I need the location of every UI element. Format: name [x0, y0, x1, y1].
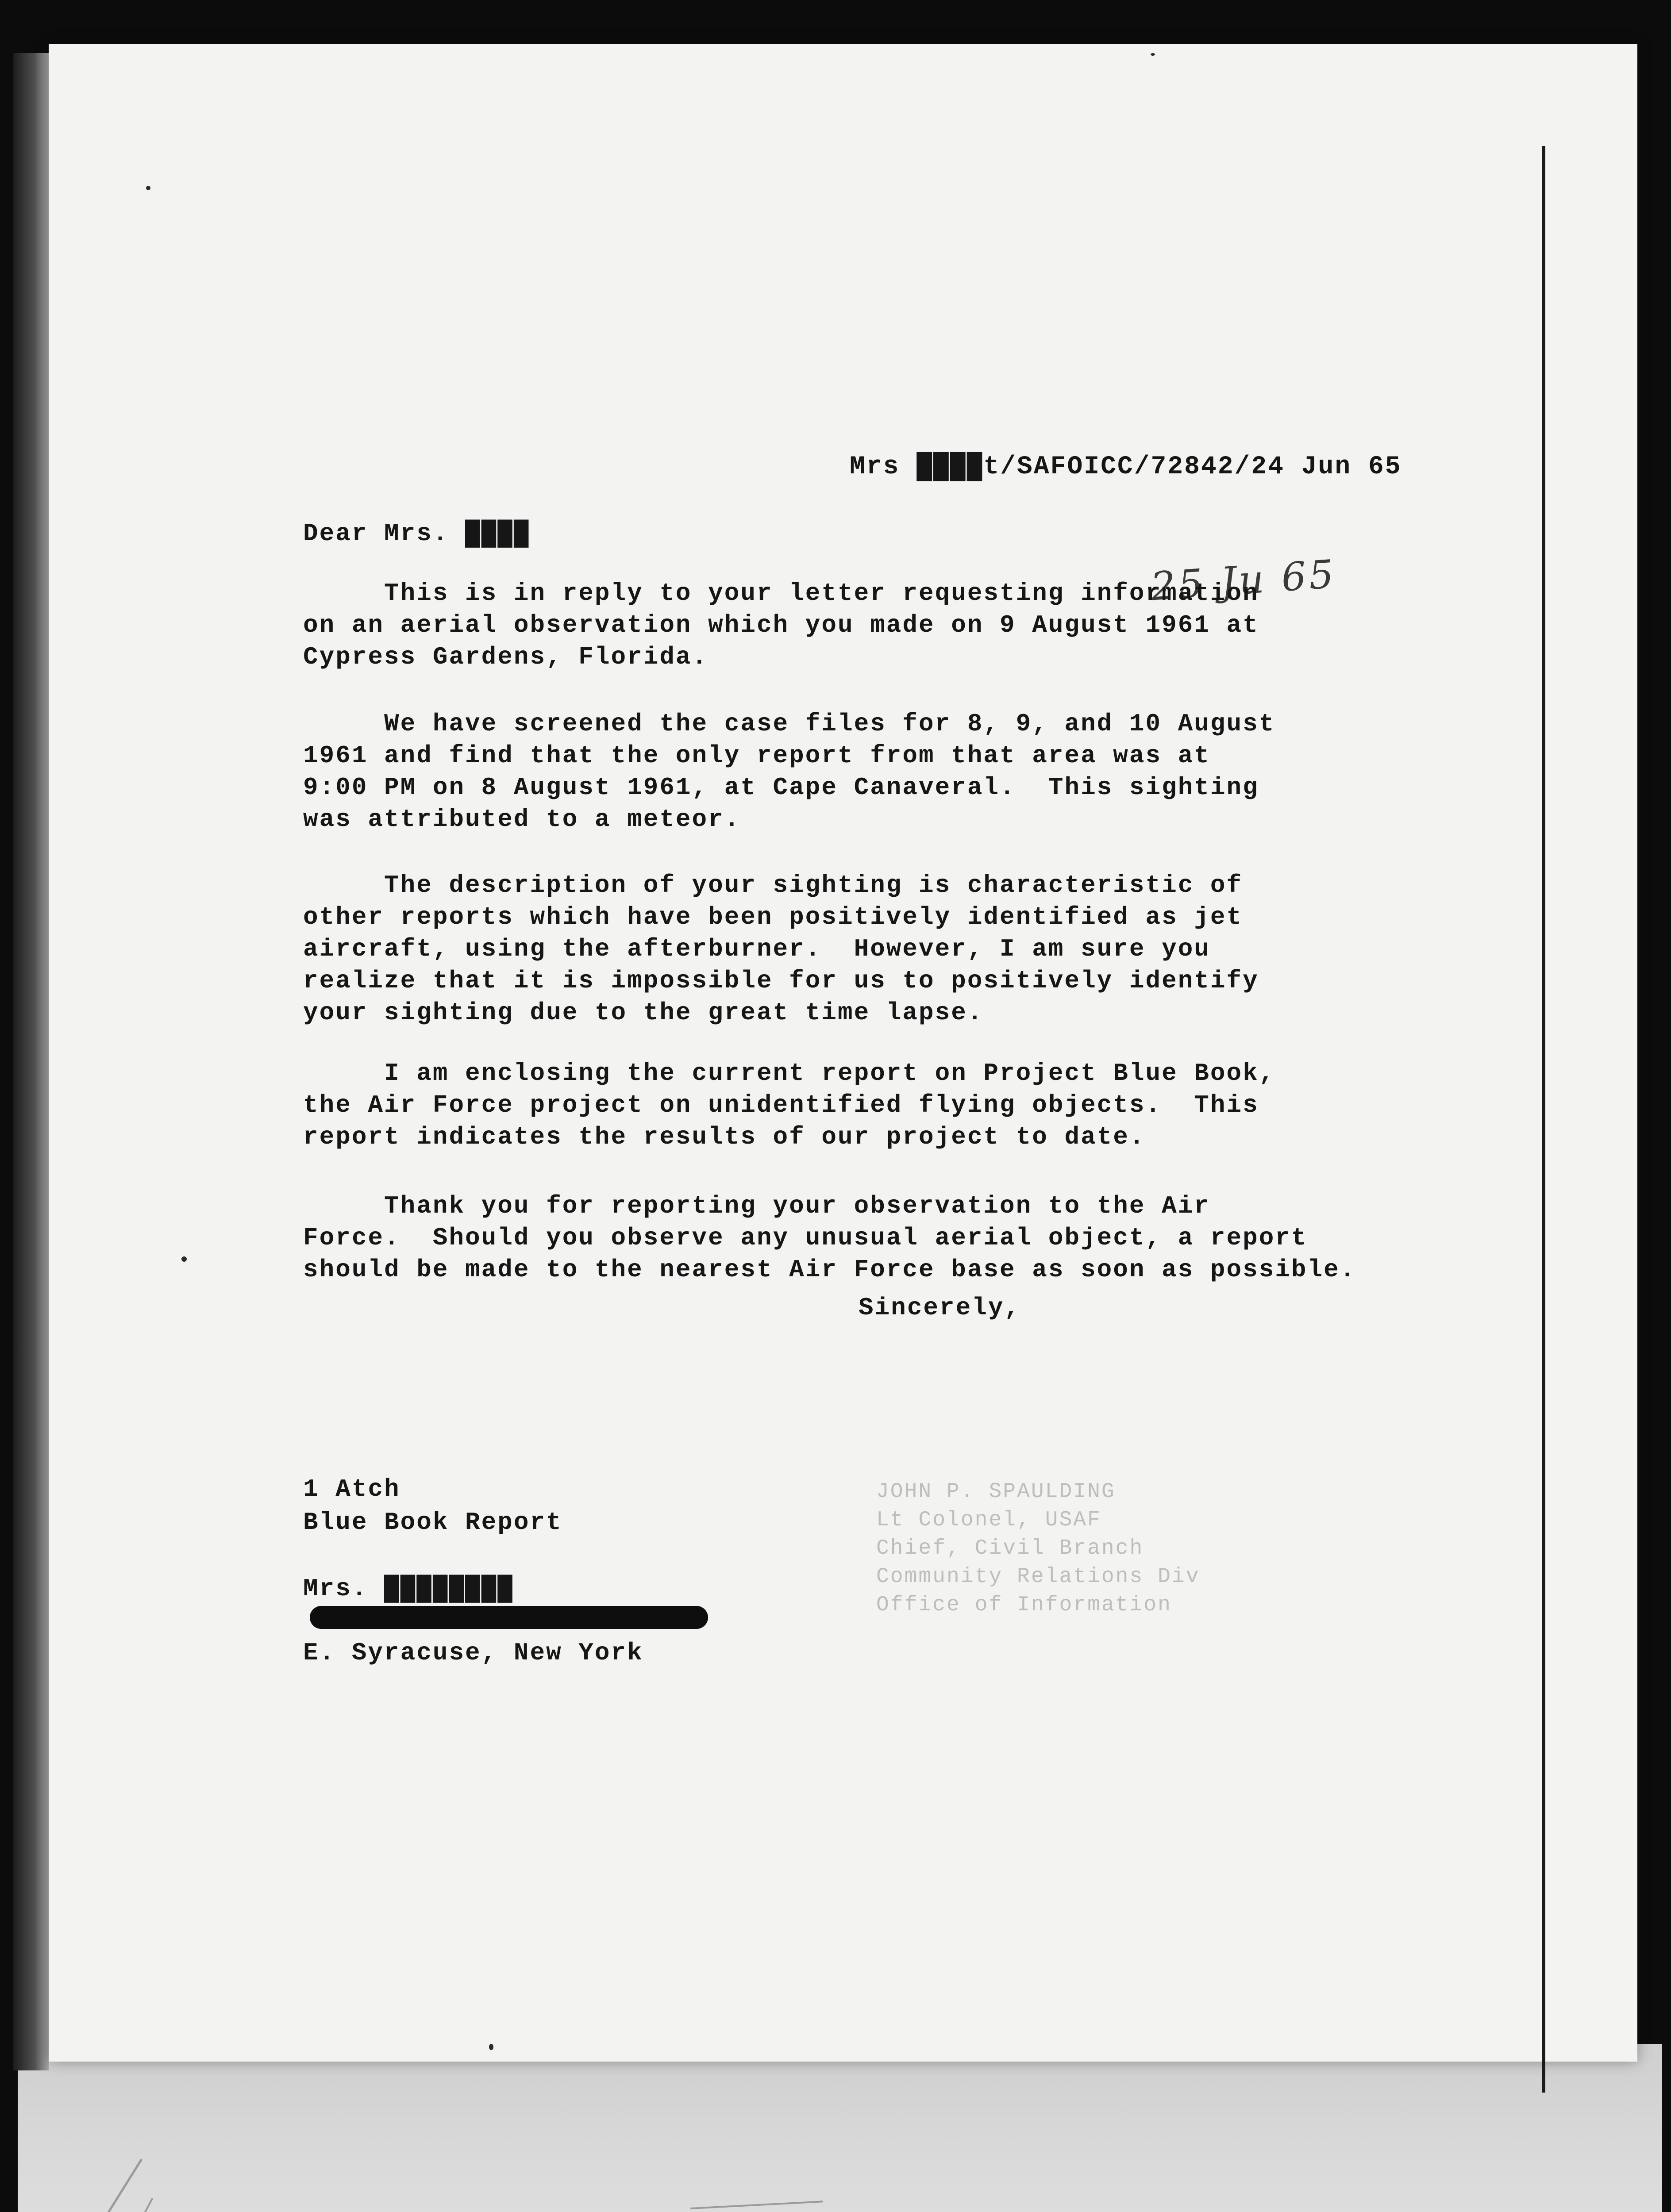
address-city: E. Syracuse, New York [303, 1639, 643, 1667]
paragraph-4 [303, 1057, 1275, 1153]
dust-speck [489, 2044, 493, 2050]
body-line: aircraft, using the afterburner. However, I am sure you [303, 935, 1210, 963]
salutation: Dear Mrs. ████ [303, 519, 530, 548]
signature-office: Office of Information [876, 1593, 1172, 1617]
body-line: Cypress Gardens, Florida. [303, 643, 708, 671]
body-line: I am enclosing the current report on Project Blue Book, [303, 1059, 1275, 1087]
paragraph-5 [303, 1190, 1356, 1286]
body-line: The description of your sighting is characteristic of [303, 871, 1243, 899]
body-line: 9:00 PM on 8 August 1961, at Cape Canaveral. This sighting [303, 773, 1259, 802]
signature-block [876, 1478, 1200, 1619]
body-line: This is in reply to your letter requesting information [303, 579, 1259, 607]
sheet-right-border [1542, 146, 1545, 2093]
paragraph-2 [303, 708, 1275, 835]
file-reference: Mrs ████t/SAFOICC/72842/24 Jun 65 [850, 453, 1402, 481]
body-line: other reports which have been positively identified as jet [303, 903, 1243, 931]
body-line: realize that it is impossible for us to positively identify [303, 967, 1259, 995]
dust-speck [181, 1256, 187, 1262]
body-line: 1961 and find that the only report from that area was at [303, 741, 1210, 770]
signature-rank: Lt Colonel, USAF [876, 1508, 1101, 1532]
scanner-left-edge [13, 53, 49, 2070]
paragraph-1 [303, 577, 1259, 673]
letter-sheet [49, 44, 1637, 2062]
signature-division: Community Relations Div [876, 1565, 1200, 1589]
body-line: report indicates the results of our project to date. [303, 1123, 1146, 1151]
handwritten-date: 25 Ju 65 [1149, 551, 1338, 610]
attachment-count: 1 Atch [303, 1475, 400, 1503]
closing: Sincerely, [859, 1294, 1021, 1322]
scanner-backdrop [18, 2044, 1662, 2212]
body-line: We have screened the case files for 8, 9, and 10 August [303, 710, 1275, 738]
body-line: on an aerial observation which you made on 9 August 1961 at [303, 611, 1259, 639]
signature-name: JOHN P. SPAULDING [876, 1480, 1116, 1504]
body-line: Force. Should you observe any unusual aerial object, a report [303, 1224, 1308, 1252]
body-line: should be made to the nearest Air Force base as soon as possible. [303, 1256, 1356, 1284]
signature-title: Chief, Civil Branch [876, 1536, 1144, 1560]
paragraph-3 [303, 869, 1259, 1029]
body-line: was attributed to a meteor. [303, 805, 741, 833]
body-line: the Air Force project on unidentified flying objects. This [303, 1091, 1259, 1119]
body-line: Thank you for reporting your observation to the Air [303, 1192, 1210, 1220]
attachment-title: Blue Book Report [303, 1508, 562, 1536]
dust-speck [146, 186, 150, 190]
address-name: Mrs. ████████ [303, 1575, 514, 1603]
dust-speck [1151, 53, 1155, 56]
address-street-redaction [310, 1606, 708, 1629]
body-line: your sighting due to the great time lapse. [303, 998, 984, 1027]
